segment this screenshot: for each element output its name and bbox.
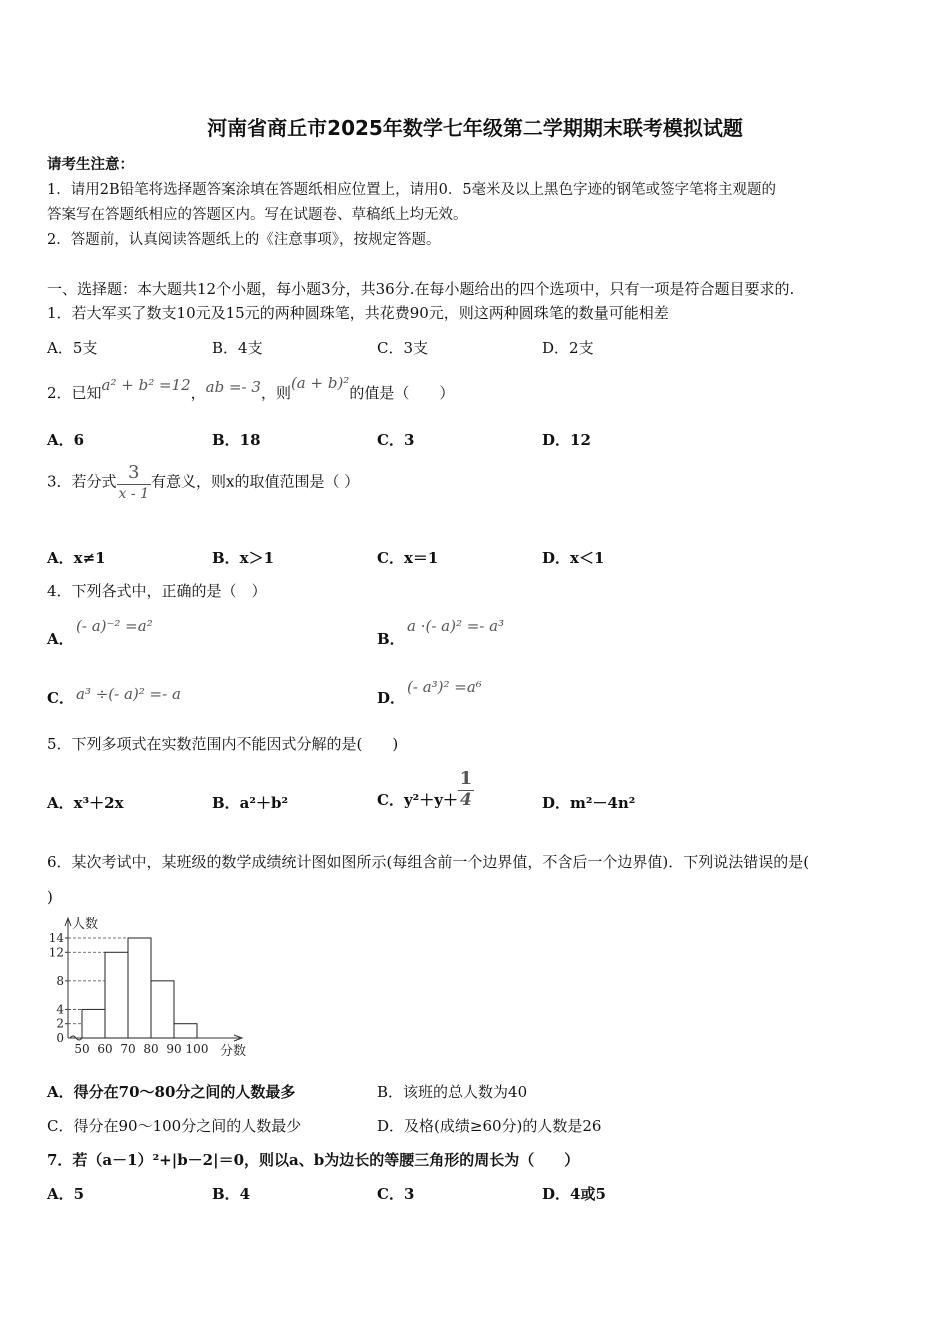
y-tick-label: 12 [48, 945, 64, 960]
q3-option-d: D．x＜1 [542, 549, 605, 567]
x-axis-label: 分数 [220, 1044, 247, 1059]
q2-expr2: ab =- 3 [205, 378, 261, 396]
q5-option-c-fraction [458, 768, 474, 809]
q6-option-b-text: B．该班的总人数为40 [377, 1083, 528, 1101]
x-tick-label: 90 [166, 1042, 182, 1056]
x-tick-label: 60 [97, 1042, 113, 1056]
q7-option-c: C．3 [377, 1185, 415, 1203]
notes-line2: 2．答题前，认真阅读答题纸上的《注意事项》，按规定答题。 [47, 232, 441, 248]
notes-heading: 请考生注意： [47, 156, 134, 173]
q6-option-d-text: D．及格(成绩≥60分)的人数是26 [377, 1117, 602, 1135]
q3-numerator: 3 [128, 462, 140, 483]
y-tick-label: 2 [56, 1016, 64, 1031]
q5-option-b: B．a²＋b² [212, 794, 289, 812]
q6-option-a-text: A．得分在70～80分之间的人数最多 [47, 1083, 296, 1101]
q6-stem: 6．某次考试中，某班级的数学成绩统计图如图所示(每组含前一个边界值，不含后一个边界值)．下列说法错误的是( [47, 853, 810, 871]
q6-option-d [377, 1115, 601, 1136]
y-tick-label: 4 [56, 1002, 64, 1017]
histogram-layer [49, 916, 246, 1059]
q1-option-d: D．2支 [542, 339, 594, 357]
q7-stem: 7．若（a－1）²+|b－2|＝0，则以a、b为边长的等腰三角形的周长为（ ） [47, 1151, 580, 1169]
q4-option-c-expr: a³ ÷(- a)² =- a [76, 685, 181, 703]
q2-option-d: D．12 [542, 431, 591, 449]
q6-option-b [377, 1081, 527, 1102]
q6-option-c-text: C．得分在90～100分之间的人数最少 [47, 1117, 302, 1135]
q3-option-a: A．x≠1 [47, 549, 106, 567]
q5-option-a: A．x³＋2x [47, 794, 124, 812]
q3-post: 有意义，则x的取值范围是（ ） [150, 472, 360, 491]
page-title: 河南省商丘市2025年数学七年级第二学期期末联考模拟试题 [207, 116, 743, 140]
q1-stem: 1．若大军买了数支10元及15元的两种圆珠笔，共花费90元，则这两种圆珠笔的数量可能相差 [47, 304, 669, 322]
q2-expr1: a² + b² =12 [101, 376, 191, 394]
q4-option-b-expr: a ·(- a)² =- a³ [407, 617, 505, 635]
notes-line1b: 答案写在答题纸相应的答题区内。写在试题卷、草稿纸上均无效。 [47, 207, 468, 223]
notes-line1: 1．请用2B铅笔将选择题答案涂填在答题纸相应位置上，请用0．5毫米及以上黑色字迹的钢笔或签字笔将主观题的 [47, 182, 777, 198]
q7-option-d: D．4或5 [542, 1185, 606, 1203]
q4-option-a-label: A． [47, 630, 74, 648]
q4-option-a-expr: (- a)⁻² =a² [76, 617, 153, 635]
q3-option-c: C．x＝1 [377, 549, 439, 567]
histogram-bar [105, 952, 128, 1038]
q6-option-a [47, 1081, 295, 1102]
q1-option-c: C．3支 [377, 339, 429, 357]
q2-comma2: ，则 [260, 384, 291, 402]
q5-option-c-denominator: 4 [459, 790, 472, 810]
q2-post: 的值是（ ） [349, 384, 455, 402]
histogram-bar [151, 981, 174, 1038]
histogram-bar [174, 1024, 197, 1038]
q7-option-b: B．4 [212, 1185, 251, 1203]
q4-stem: 4．下列各式中，正确的是（ ） [47, 582, 267, 600]
q3-stem [47, 462, 359, 503]
q6-option-c [47, 1115, 301, 1136]
y-tick-label: 0 [56, 1031, 64, 1045]
q1-option-b: B．4支 [212, 339, 263, 357]
y-tick-label: 14 [48, 931, 64, 945]
y-axis-label: 人数 [72, 917, 99, 932]
q5-option-d: D．m²－4n² [542, 794, 636, 812]
x-tick-label: 70 [120, 1042, 136, 1056]
q4-option-c-label: C． [47, 689, 74, 707]
q2-comma1: ， [190, 384, 206, 402]
q5-option-c-pre: C．y²＋y＋ [377, 790, 458, 809]
q2-stem [47, 374, 455, 403]
q5-stem: 5．下列多项式在实数范围内不能因式分解的是( ) [47, 735, 399, 753]
q4-option-d-label: D． [377, 689, 406, 707]
q3-fraction [117, 462, 151, 503]
q2-pre: 2．已知 [47, 384, 102, 402]
q3-pre: 3．若分式 [47, 472, 117, 491]
x-tick-label: 100 [185, 1042, 209, 1056]
q4-option-b-label: B． [377, 630, 405, 648]
y-tick-label: 8 [56, 973, 64, 988]
x-tick-label: 50 [74, 1042, 90, 1056]
q1-option-a: A．5支 [47, 339, 98, 357]
q3-denominator: x - 1 [118, 486, 149, 502]
histogram-bar [128, 938, 151, 1038]
section-heading: 一、选择题：本大题共12个小题，每小题3分，共36分.在每小题给出的四个选项中，只有一项是符合题目要求的. [47, 280, 795, 298]
q4-option-d-expr: (- a³)² =a⁶ [407, 678, 482, 696]
q3-option-b: B．x＞1 [212, 549, 275, 567]
q5-option-c [377, 768, 474, 809]
x-tick-label: 80 [143, 1042, 159, 1056]
histogram-bar [82, 1009, 105, 1038]
q2-expr3: (a + b)² [290, 374, 350, 392]
q2-option-c: C．3 [377, 431, 415, 449]
q2-option-a: A．6 [47, 431, 85, 449]
histogram-chart [40, 912, 255, 1062]
q7-option-a: A．5 [47, 1185, 85, 1203]
q6-stem-end: ) [47, 888, 53, 906]
q2-option-b: B．18 [212, 431, 261, 449]
q5-option-c-numerator: 1 [459, 768, 473, 789]
